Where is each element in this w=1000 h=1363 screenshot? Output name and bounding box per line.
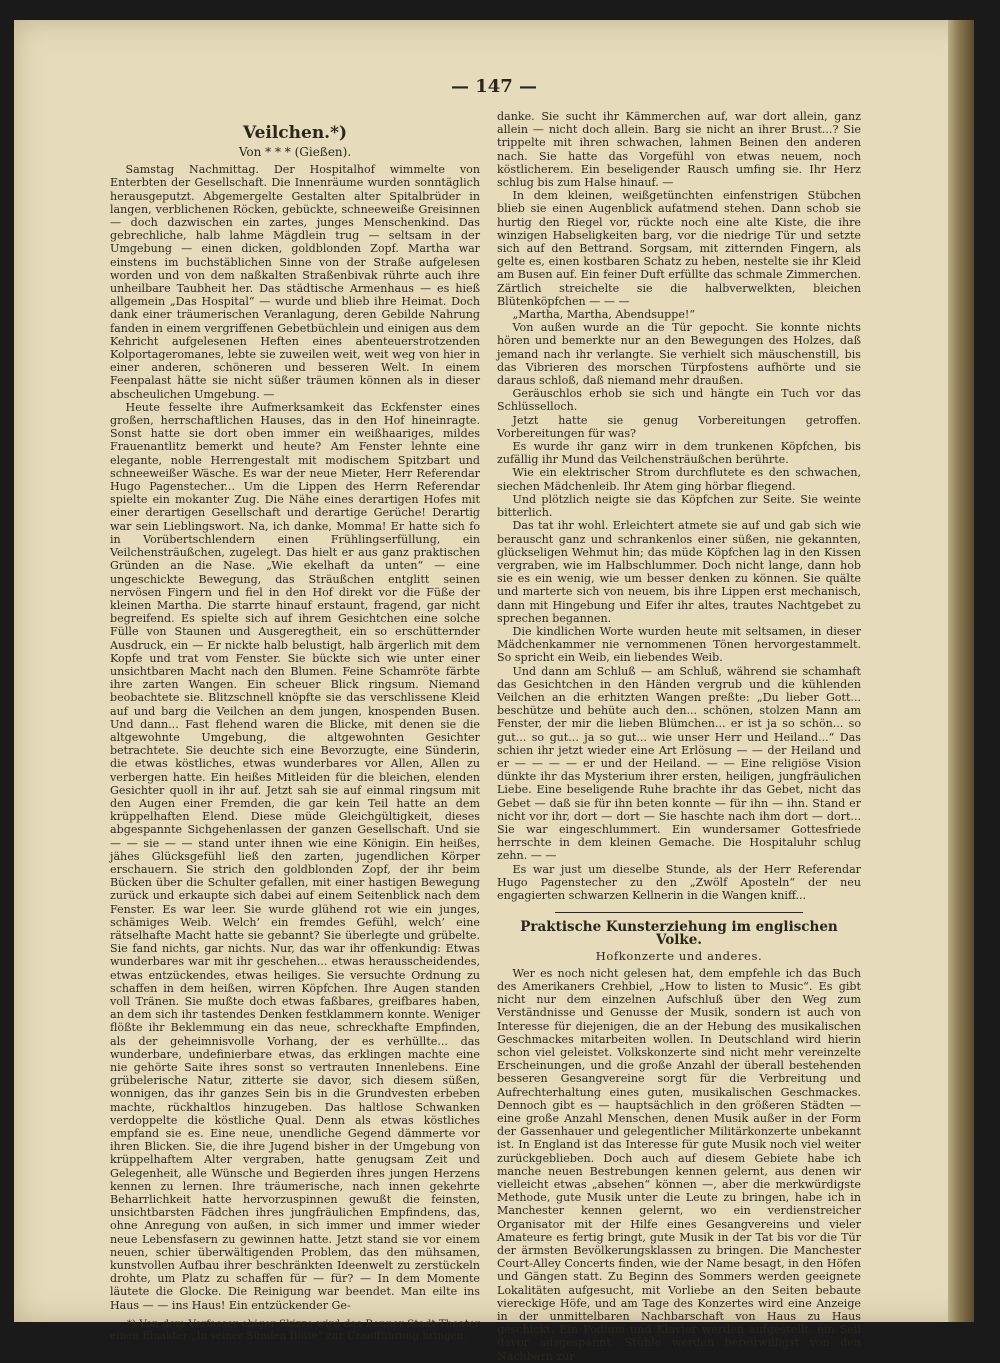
- story-body-right: [497, 110, 861, 902]
- footnote-text: *) Von dem Verfasser obiger Skizze wird das Bonner Stadt-Theater einen Einakter „In seiner Sünden Blüte“ zur Uraufführung bringen.: [110, 1317, 480, 1343]
- paragraph: Es wurde ihr ganz wirr in dem trunkenen Köpfchen, bis zufällig ihr Mund das Veilchensträußchen berührte.: [497, 440, 861, 467]
- book-spine: [948, 20, 974, 1322]
- paragraph: Es war just um dieselbe Stunde, als der Herr Referendar Hugo Pagenstecher zu den „Zwölf Aposteln“ der neu engagierten schwarzen Kellnerin in die Wangen kniff...: [497, 862, 861, 902]
- paragraph: Die kindlichen Worte wurden heute mit seltsamen, in dieser Mädchenkammer nie vernommenen Tönen hervorgestammelt. So spricht ein Weib, ein liebendes Weib.: [497, 624, 861, 665]
- paragraph: Geräuschlos erhob sie sich und hängte ein Tuch vor das Schlüsselloch.: [497, 387, 861, 414]
- paragraph: danke. Sie sucht ihr Kämmerchen auf, war dort allein, ganz allein — nicht doch allein. Barg sie nicht an ihrer Brust...? Sie trippelte mit ihren schwachen, lahmen Beinen den anderen nach. Sie hatte das Vorgefühl von etwas neuem, noch köstlicherem. Ein beseligender Rausch umfing sie. Ihr Herz schlug bis zum Halse hinauf. —: [497, 110, 861, 190]
- paragraph: Das tat ihr wohl. Erleichtert atmete sie auf und gab sich wie berauscht ganz und schrankenlos einer süßen, nie gekannten, glückseligen Wehmut hin; das müde Köpfchen lag in den Kissen vergraben, wie im Halbschlummer. Doch nicht lange, dann hob sie es ein wenig, wie um besser denken zu können. Sie quälte und marterte sich von neuem, bis ihre Lippen erst mechanisch, dann mit Hingebung und Eifer ihr altes, trautes Nachtgebet zu sprechen begannen.: [497, 519, 861, 625]
- newspaper-page: [14, 20, 974, 1363]
- paragraph: Wer es noch nicht gelesen hat, dem empfehle ich das Buch des Amerikaners Crehbiel, „How to listen to Music“. Es gibt nicht nur dem einzelnen Aufschluß über den Weg zum Verständnisse und Genusse der Musik, sondern ist auch von Interesse für diejenigen, die an der Hebung des musikalischen Geschmackes mitarbeiten wollen. In Deutschland wird hierin schon viel geleistet. Volkskonzerte sind nicht mehr vereinzelte Erscheinungen, und die große Anzahl der überall bestehenden besseren Gesangvereine sorgt für die Verbreitung und Aufrechterhaltung eines guten, musikalischen Geschmackes. Dennoch gibt es — hauptsächlich in den größeren Städten — eine große Anzahl Menschen, denen Musik außer in der Form der Gassenhauer und gelegentlicher Militärkonzerte unbekannt ist. In England ist das Interesse für gute Musik noch viel weiter zurückgeblieben. Doch auch auf diesem Gebiete habe ich manche neuen Bestrebungen kennen gelernt, aus denen wir vielleicht etwas „absehen“ können —, aber die merkwürdigste Methode, gute Musik unter die Leute zu bringen, habe ich in Manchester kennen gelernt, wo ein verdienstreicher Organisator mit der Hilfe eines Gesangvereins und vieler Amateure es fertig bringt, gute Musik in der Tat bis vor die Tür der ärmsten Bevölkerungsklassen zu bringen. Die Manchester Court-Alley Concerts finden, wie der Name besagt, in den Höfen und Gängen statt. Zu Beginn des Sommers werden geeignete Lokalitäten aufgesucht, mit Vorliebe an den Seiten bebaute viereckige Höfe, und am Tage des Konzertes wird eine Anzeige in der unmittelbaren Nachbarschaft von Haus zu Haus geschickt. Ein Podium und Klavier werden aufgestellt, ein Seil davor ausgespannt. Stühle werden bereitwilligst von den Nachbarn zur: [497, 966, 861, 1363]
- paragraph: Von außen wurde an die Tür gepocht. Sie konnte nichts hören und bemerkte nur an den Bewegungen des Holzes, daß jemand nach ihr verlangte. Sie verhielt sich mäuschenstill, bis das Vibrieren des morschen Türpfostens aufhörte und sie daraus schloß, daß niemand mehr draußen.: [497, 321, 861, 388]
- paragraph: „Martha, Martha, Abendsuppe!“: [512, 308, 696, 322]
- story-title: Veilchen.*): [242, 123, 348, 143]
- right-column: [497, 110, 861, 1363]
- paragraph: Und plötzlich neigte sie das Köpfchen zur Seite. Sie weinte bitterlich.: [497, 492, 861, 520]
- paragraph: Samstag Nachmittag. Der Hospitalhof wimmelte von Enterbten der Gesellschaft. Die Innenräume wurden sonntäglich herausgeputzt. Abgemergelte Gestalten alter Spitalbrüder in langen, verblichenen Röcken, gebückte, schneeweiße Greisinnen — doch dazwischen ein zartes, junges Menschenkind. Das gebrechliche, halb lahme Mägdlein trug — seltsam in der Umgebung — einen dicken, goldblonden Zopf. Martha war einstens im buchstäblichen Sinne von der Straße aufgelesen worden und von dem naßkalten Straßenbivak rührte auch ihre unheilbare Taubheit her. Das städtische Armenhaus — es hieß allgemein „Das Hospital“ — wurde und blieb ihre Heimat. Doch dank einer träumerischen Veranlagung, deren Gebilde Nahrung fanden in einem vergriffenen Gebetbüchlein und einigen aus dem Kehricht aufgelesenen Heften eines abenteuerstrotzenden Kolportageromanes, lebte sie zuweilen weit, weit weg von hier in einer anderen, schöneren und besseren Welt. In einem Feenpalast hätte sie nicht süßer träumen können als in dieser abscheulichen Umgebung. —: [110, 163, 480, 401]
- paragraph: Jetzt hatte sie genug Vorbereitungen getroffen. Vorbereitungen für was?: [497, 413, 861, 440]
- story-byline: Von * * * (Gießen).: [238, 145, 352, 159]
- paragraph: In dem kleinen, weißgetünchten einfenstrigen Stübchen blieb sie einen Augenblick aufatmend stehen. Dann schob sie hurtig den Riegel vor, rückte noch eine alte Kiste, die ihre winzigen Habseligkeiten barg, vor die niedrige Tür und setzte sich auf den Bettrand. Sorgsam, mit zitternden Fingern, als gelte es, einen kostbaren Schatz zu heben, nestelte sie ihr Kleid am Busen auf. Ein feiner Duft erfüllte das schmale Zimmerchen. Zärtlich streichelte sie die halbverwelkten, bleichen Blütenköpfchen — — —: [497, 189, 861, 308]
- article-title: Praktische Kunsterziehung im englischen Volke.: [520, 919, 838, 949]
- section-divider: [555, 912, 803, 913]
- article-body: [497, 967, 861, 1363]
- article-subtitle: Hofkonzerte und anderes.: [595, 948, 763, 963]
- story-body-left: [110, 163, 480, 1312]
- paragraph: Und dann am Schluß — am Schluß, während sie schamhaft das Gesichtchen in den Händen vergrub und die kühlenden Veilchen an die erhitzten Wangen preßte: „Du lieber Gott... beschütze und behüte auch den... schönen, stolzen Mann am Fenster, der mir die lieben Blümchen... er ist ja so schön... so gut... so gut... ja so gut... wie unser Herr und Heiland...“ Das schien ihr jetzt wieder eine Art Erlösung — — der Heiland und er — — — — er und der Heiland. — — Eine religiöse Vision dünkte ihr das Mysterium ihrer ersten, heiligen, jungfräulichen Liebe. Eine beseligende Ruhe brachte ihr das Gebet, nicht das Gebet — daß sie für ihn beten konnte — für ihn — ihn. Stand er nicht vor ihr, dort — dort — Sie haschte nach ihm dort — dort... Sie war eingeschlummert. Ein wundersamer Gottesfriede herrschte in dem kleinen Gemache. Die Hospitaluhr schlug zehn. — —: [497, 664, 861, 863]
- left-column: [110, 110, 480, 1343]
- page-number: — 147 —: [450, 76, 538, 97]
- footnote: [110, 1318, 480, 1343]
- paragraph: Wie ein elektrischer Strom durchflutete es den schwachen, siechen Mädchenleib. Ihr Atem ging hörbar fliegend.: [497, 466, 861, 493]
- paragraph: Heute fesselte ihre Aufmerksamkeit das Eckfenster eines großen, herrschaftlichen Hauses, das in den Hof hineinragte. Sonst hatte sie dort oben immer ein weißhaariges, mildes Frauenantlitz bemerkt und heute? Am Fenster lehnte eine elegante, noble Herrengestalt mit modischem Spitzbart und schneeweißer Wäsche. Es war der neue Mieter, Herr Referendar Hugo Pagenstecher... Um die Lippen des Herrn Referendar spielte ein mokanter Zug. Die Nähe eines derartigen Hofes mit einer derartigen Gesellschaft und derartige Gerüche! Derartig war sein Lieblingswort. Na, ich danke, Momma! Er hatte sich fo in Vorübertschlendern einen Frühlingserfüllung, ein Veilchensträußchen, zugelegt. Das hielt er aus ganz praktischen Gründen an die Nase. „Wie ekelhaft da unten“ — eine ungeschickte Bewegung, das Sträußchen entglitt seinen nervösen Fingern und fiel in den Hof direkt vor die Füße der kleinen Martha. Die starrte hinauf erstaunt, fragend, gar nicht begreifend. Es spielte sich auf ihrem Gesichtchen eine solche Fülle von Staunen und Ausgeregtheit, ein so erschütternder Ausdruck, ein — Er nickte halb belustigt, halb ärgerlich mit dem Kopfe und trat vom Fenster. Sie bückte sich wie unter einer unsichtbaren Macht nach den Blumen. Feine Schamröte färbte ihre zarten Wangen. Ein scheuer Blick ringsum. Niemand beobachtete sie. Blitzschnell knöpfte sie das verschlissene Kleid auf und barg die Veilchen an dem jungen, knospenden Busen. Und dann... Fast flehend waren die Blicke, mit denen sie die altgewohnte Umgebung, die altgewohnten Gesichter betrachtete. Sie deuchte sich eine Bevorzugte, eine Sünderin, die etwas köstliches, etwas wunderbares vor Allen, Allen zu verbergen hatte. Ein heißes Mitleiden für die bleichen, elenden Gesichter quoll in ihr auf. Jetzt sah sie auf einmal ringsum mit den Augen einer Fremden, die gar kein Teil hatte an dem krüppelhaften Elend. Diese müde Gleichgültigkeit, dieses abgespannte Sichgehenlassen der ganzen Gesellschaft. Und sie — — sie — — stand unter ihnen wie eine Königin. Ein heißes, jähes Glücksgefühl ließ den zarten, jugendlichen Körper erschauern. Sie strich den goldblonden Zopf, der ihr beim Bücken über die Schulter gefallen, mit einer hastigen Bewegung zurück und erkaupte sich dabei auf einem Seitenblick nach dem Fenster. Es war leer. Sie wurde glühend rot wie ein junges, schämiges Weib. Welch’ ein fremdes Gefühl, welch’ eine rätselhafte Macht hatte sie gebannt? Sie überlegte und grübelte. Sie fand nichts, gar nichts. Nur, das war ihr offenkundig: Etwas wunderbares war mit ihr geschehen... etwas herausscheidendes, etwas entzückendes, etwas heiliges. Sie versuchte Ordnung zu schaffen in dem heißen, wirren Köpfchen. Ihre Augen standen voll Tränen. Sie mußte doch etwas faßbares, greifbares haben, an dem sich ihr tastendes Denken festklammern konnte. Weniger flößte ihr Beklemmung ein das neue, schreckhafte Empfinden, als der geheimnisvolle Vorhang, der es verhüllte... das wunderbare, undefinierbare etwas, das erklingen machte eine nie gehörte Saite ihres sonst so vertrauten Innenlebens. Eine grübelerische Natur, zitterte sie davor, sich diesem süßen, wonnigen, das ihr ganzes Sein bis in die Grundvesten erbeben machte, rückhaltlos hinzugeben. Das haltlose Schwanken verdoppelte die köstliche Qual. Denn als etwas köstliches empfand sie es. Eine neue, unendliche Gegend dämmerte vor ihren Blicken. Sie, die ihre Jugend bisher in der Umgebung von krüppelhaftem Alter vergraben, hatte genugsam Zeit und Gelegenheit, alle Wünsche und Begierden ihres jungen Herzens kennen zu lernen. Ihre träumerische, nach innen gekehrte Beharrlichkeit hatte hervorzuspinnen gewußt die feinsten, unsichtbarsten Fädchen ihres jungfräulichen Empfindens, das, ohne Anregung von außen, in sich immer und immer wieder neue Lebensfasern zu gewinnen hatte. Jetzt stand sie vor einem neuen, schier überwältigenden Problem, das den mühsamen, kunstvollen Aufbau ihrer beschränkten Ideenwelt zu zerstückeln drohte, um Platz zu schaffen für — für? — In dem Momente läutete die Glocke. Die Reinigung war beendet. Man eilte ins Haus — — ins Haus! Ein entzückender Ge-: [110, 400, 480, 1312]
